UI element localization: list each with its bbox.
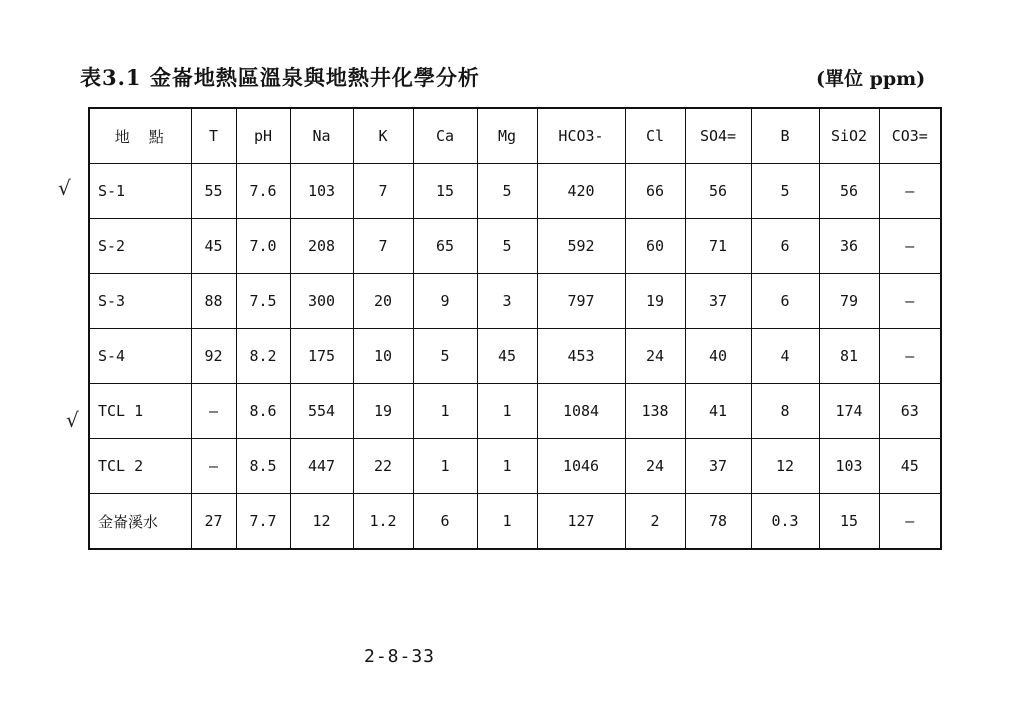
chemical-analysis-table <box>88 107 942 550</box>
value-cell: 19 <box>625 274 685 329</box>
value-cell: 127 <box>537 494 625 550</box>
header-mg: Mg <box>477 108 537 164</box>
value-cell: 22 <box>353 439 413 494</box>
value-cell: 66 <box>625 164 685 219</box>
value-cell: 88 <box>191 274 236 329</box>
header-cl: Cl <box>625 108 685 164</box>
value-cell: 7 <box>353 219 413 274</box>
value-cell: 0.3 <box>751 494 819 550</box>
value-cell: 1 <box>413 384 477 439</box>
value-cell: 138 <box>625 384 685 439</box>
value-cell: 63 <box>879 384 941 439</box>
value-cell: 420 <box>537 164 625 219</box>
value-cell: 56 <box>685 164 751 219</box>
table-row <box>89 164 941 219</box>
value-cell: 4 <box>751 329 819 384</box>
value-cell: 7 <box>353 164 413 219</box>
value-cell: 27 <box>191 494 236 550</box>
value-cell: 8 <box>751 384 819 439</box>
table-row <box>89 274 941 329</box>
value-cell: 6 <box>413 494 477 550</box>
header-ca: Ca <box>413 108 477 164</box>
value-cell: 5 <box>751 164 819 219</box>
value-cell: 8.5 <box>236 439 290 494</box>
value-cell: 1 <box>477 384 537 439</box>
value-cell: — <box>879 329 941 384</box>
check-mark-s1: √ <box>58 176 71 200</box>
value-cell: 81 <box>819 329 879 384</box>
value-cell: 56 <box>819 164 879 219</box>
table-title: 表3.1 金崙地熱區溫泉與地熱井化學分析 <box>80 65 480 90</box>
table-row <box>89 219 941 274</box>
value-cell: — <box>879 494 941 550</box>
value-cell: 9 <box>413 274 477 329</box>
header-sio2: SiO2 <box>819 108 879 164</box>
value-cell: 79 <box>819 274 879 329</box>
value-cell: 12 <box>751 439 819 494</box>
check-mark-tcl1: √ <box>66 408 79 432</box>
value-cell: 5 <box>413 329 477 384</box>
value-cell: — <box>879 164 941 219</box>
value-cell: 45 <box>477 329 537 384</box>
value-cell: 1046 <box>537 439 625 494</box>
value-cell: 24 <box>625 439 685 494</box>
header-ph: pH <box>236 108 290 164</box>
value-cell: — <box>191 384 236 439</box>
value-cell: 10 <box>353 329 413 384</box>
value-cell: — <box>879 219 941 274</box>
value-cell: 92 <box>191 329 236 384</box>
value-cell: 1084 <box>537 384 625 439</box>
value-cell: 103 <box>819 439 879 494</box>
unit-label: (單位 ppm) <box>816 68 926 90</box>
value-cell: 78 <box>685 494 751 550</box>
page-number: 2-8-33 <box>364 646 436 667</box>
value-cell: 453 <box>537 329 625 384</box>
value-cell: 5 <box>477 219 537 274</box>
header-row <box>89 108 941 164</box>
value-cell: 37 <box>685 439 751 494</box>
value-cell: 554 <box>290 384 353 439</box>
value-cell: 797 <box>537 274 625 329</box>
site-cell: S-3 <box>89 274 191 329</box>
value-cell: 24 <box>625 329 685 384</box>
value-cell: 208 <box>290 219 353 274</box>
value-cell: 15 <box>819 494 879 550</box>
site-cell: TCL 2 <box>89 439 191 494</box>
site-cell: TCL 1 <box>89 384 191 439</box>
value-cell: 1 <box>477 439 537 494</box>
value-cell: 103 <box>290 164 353 219</box>
value-cell: 45 <box>879 439 941 494</box>
value-cell: 41 <box>685 384 751 439</box>
value-cell: 1.2 <box>353 494 413 550</box>
site-cell: 金崙溪水 <box>89 494 191 550</box>
value-cell: 300 <box>290 274 353 329</box>
value-cell: 1 <box>413 439 477 494</box>
value-cell: 174 <box>819 384 879 439</box>
header-b: B <box>751 108 819 164</box>
table-row <box>89 494 941 550</box>
value-cell: — <box>191 439 236 494</box>
value-cell: 55 <box>191 164 236 219</box>
value-cell: 592 <box>537 219 625 274</box>
value-cell: 45 <box>191 219 236 274</box>
value-cell: 7.0 <box>236 219 290 274</box>
value-cell: 7.6 <box>236 164 290 219</box>
value-cell: 447 <box>290 439 353 494</box>
header-co3: CO3= <box>879 108 941 164</box>
site-cell: S-4 <box>89 329 191 384</box>
value-cell: 20 <box>353 274 413 329</box>
header-t: T <box>191 108 236 164</box>
value-cell: 15 <box>413 164 477 219</box>
value-cell: 2 <box>625 494 685 550</box>
header-k: K <box>353 108 413 164</box>
value-cell: 175 <box>290 329 353 384</box>
value-cell: 7.7 <box>236 494 290 550</box>
table-row <box>89 329 941 384</box>
value-cell: 7.5 <box>236 274 290 329</box>
value-cell: 40 <box>685 329 751 384</box>
value-cell: 8.2 <box>236 329 290 384</box>
value-cell: 71 <box>685 219 751 274</box>
value-cell: 8.6 <box>236 384 290 439</box>
site-cell: S-2 <box>89 219 191 274</box>
value-cell: 65 <box>413 219 477 274</box>
value-cell: 60 <box>625 219 685 274</box>
value-cell: 3 <box>477 274 537 329</box>
value-cell: 6 <box>751 219 819 274</box>
table-row <box>89 439 941 494</box>
value-cell: 37 <box>685 274 751 329</box>
header-site: 地 點 <box>89 108 191 164</box>
value-cell: 19 <box>353 384 413 439</box>
header-na: Na <box>290 108 353 164</box>
site-cell: S-1 <box>89 164 191 219</box>
value-cell: 6 <box>751 274 819 329</box>
value-cell: — <box>879 274 941 329</box>
header-hco3: HCO3- <box>537 108 625 164</box>
value-cell: 36 <box>819 219 879 274</box>
value-cell: 12 <box>290 494 353 550</box>
header-so4: SO4= <box>685 108 751 164</box>
table-row <box>89 384 941 439</box>
value-cell: 1 <box>477 494 537 550</box>
value-cell: 5 <box>477 164 537 219</box>
